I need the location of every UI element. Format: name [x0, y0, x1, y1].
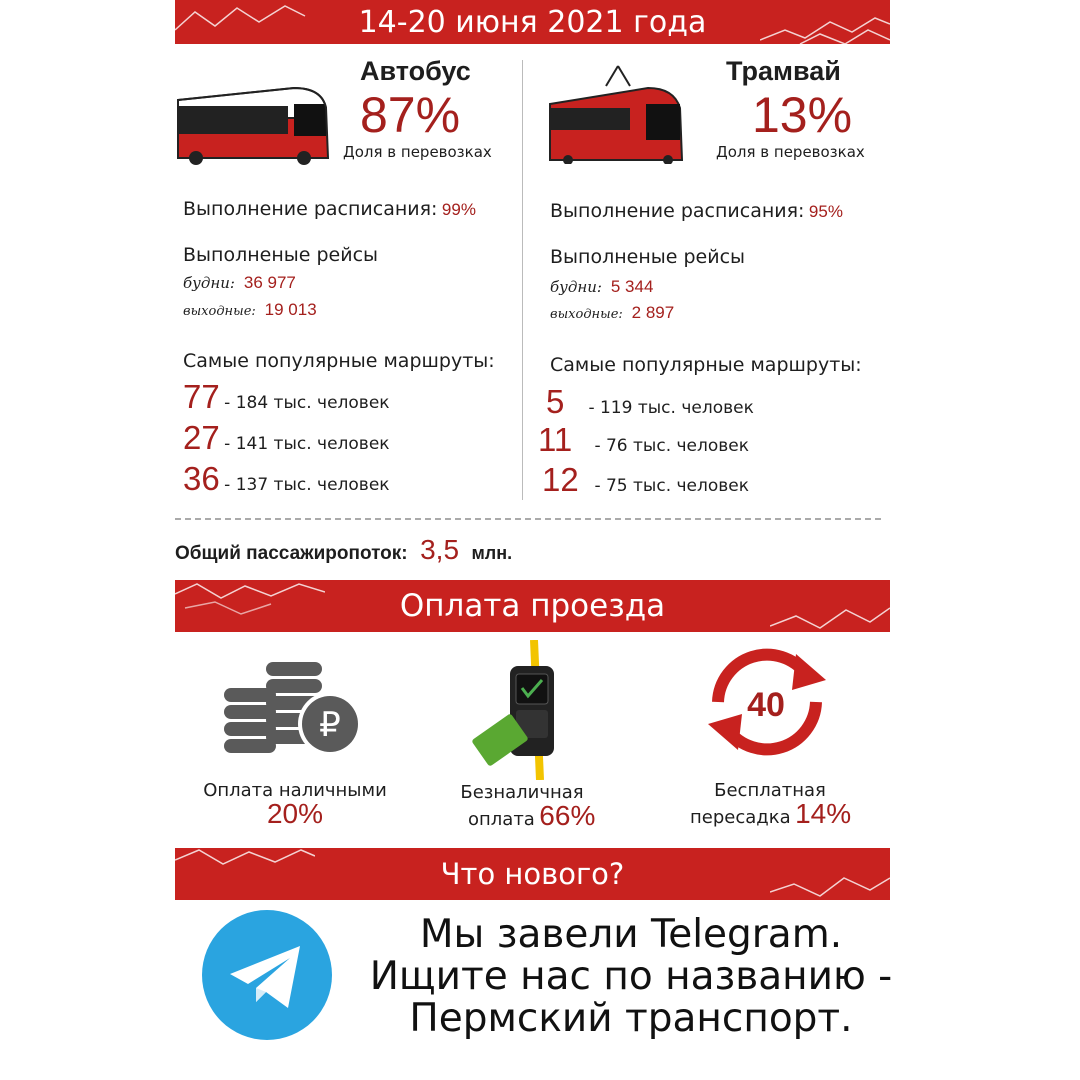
svg-text:₽: ₽ [319, 705, 341, 745]
cashless-label-2: оплата [468, 809, 535, 830]
total-unit: млн. [471, 543, 513, 563]
mesh-decoration-icon [760, 0, 890, 44]
tram-weekdays-row [550, 277, 653, 297]
bus-weekdays-label: будни: [183, 274, 235, 292]
transfer-badge: 40 [747, 686, 785, 724]
transfer-label-1: Бесплатная [714, 780, 826, 801]
tram-schedule-label: Выполнение расписания: [550, 200, 805, 222]
bus-title: Автобус [360, 56, 471, 86]
bus-routes-label: Самые популярные маршруты: [183, 350, 495, 372]
tram-routes-label: Самые популярные маршруты: [550, 354, 862, 376]
bus-route-item [183, 419, 390, 457]
cash-label: Оплата наличными [203, 780, 387, 801]
telegram-icon [202, 910, 332, 1040]
telegram-line-1: Мы завели Telegram. [419, 912, 843, 957]
telegram-message [356, 914, 906, 1040]
payment-banner [175, 580, 890, 632]
tram-route-text: - 76 тыс. человек [594, 436, 750, 456]
total-passengers-row [175, 534, 512, 566]
tram-weekdays-value: 5 344 [610, 277, 654, 296]
cashless-label-1: Безналичная [460, 782, 584, 803]
tram-route-item [546, 383, 754, 421]
transfer-pct: 14% [795, 798, 852, 829]
bus-share-pct: 87% [360, 87, 461, 143]
tram-route-item [542, 461, 749, 499]
tram-route-text: - 119 тыс. человек [588, 398, 754, 418]
tram-title: Трамвай [726, 56, 841, 86]
tram-share-label: Доля в перевозках [716, 143, 865, 161]
bus-schedule-value: 99% [441, 200, 476, 219]
tram-route-item [538, 421, 749, 459]
bus-icon [174, 78, 332, 166]
total-value: 3,5 [420, 534, 460, 565]
transfer-row [690, 798, 851, 830]
page-title: 14-20 июня 2021 года [358, 4, 707, 40]
bus-route-text: - 184 тыс. человек [224, 393, 390, 413]
bus-weekends-label: выходные: [183, 304, 256, 319]
transfer-arrows-icon [700, 640, 834, 764]
bus-route-number: 27 [183, 419, 220, 456]
cashless-row [468, 800, 595, 832]
bus-weekdays-row [183, 273, 296, 293]
column-divider [522, 60, 523, 500]
mesh-decoration-icon [175, 848, 315, 900]
validator-card-icon [470, 640, 560, 780]
mesh-decoration-icon [175, 580, 325, 632]
bus-route-item [183, 460, 390, 498]
date-banner [175, 0, 890, 44]
bus-schedule-row [183, 198, 476, 220]
tram-weekends-row [550, 303, 674, 323]
tram-route-number: 12 [542, 461, 579, 498]
telegram-line-3: Пермский транспорт. [409, 996, 853, 1041]
coins-ruble-icon [222, 658, 364, 758]
transfer-label-2: пересадка [690, 807, 791, 828]
bus-route-text: - 137 тыс. человек [224, 475, 390, 495]
bus-weekends-row [183, 300, 317, 320]
mesh-decoration-icon [175, 0, 315, 44]
mesh-decoration-icon [770, 848, 890, 900]
bus-route-item [183, 378, 390, 416]
payment-title: Оплата проезда [399, 588, 666, 624]
bus-route-number: 36 [183, 460, 220, 497]
tram-weekends-value: 2 897 [631, 303, 675, 322]
tram-share-pct: 13% [752, 87, 853, 143]
tram-schedule-row [550, 200, 843, 222]
bus-trips-label: Выполненые рейсы [183, 244, 379, 266]
total-label: Общий пассажиропоток: [175, 543, 408, 564]
news-title: Что нового? [440, 857, 625, 891]
bus-schedule-label: Выполнение расписания: [183, 198, 438, 220]
tram-route-text: - 75 тыс. человек [594, 476, 750, 496]
dashed-separator [175, 518, 881, 520]
news-banner [175, 848, 890, 900]
cashless-pct: 66% [539, 800, 596, 831]
bus-route-text: - 141 тыс. человек [224, 434, 390, 454]
tram-weekdays-label: будни: [550, 278, 602, 296]
tram-icon [548, 64, 688, 164]
tram-schedule-value: 95% [808, 202, 843, 221]
bus-weekdays-value: 36 977 [243, 273, 296, 292]
bus-route-number: 77 [183, 378, 220, 415]
telegram-line-2: Ищите нас по названию - [369, 954, 893, 999]
tram-route-number: 5 [546, 383, 565, 420]
mesh-decoration-icon [770, 580, 890, 632]
bus-weekends-value: 19 013 [264, 300, 317, 319]
cash-pct: 20% [266, 798, 324, 829]
tram-weekends-label: выходные: [550, 307, 623, 322]
tram-trips-label: Выполненые рейсы [550, 246, 746, 268]
tram-route-number: 11 [538, 421, 573, 458]
bus-share-label: Доля в перевозках [343, 143, 492, 161]
